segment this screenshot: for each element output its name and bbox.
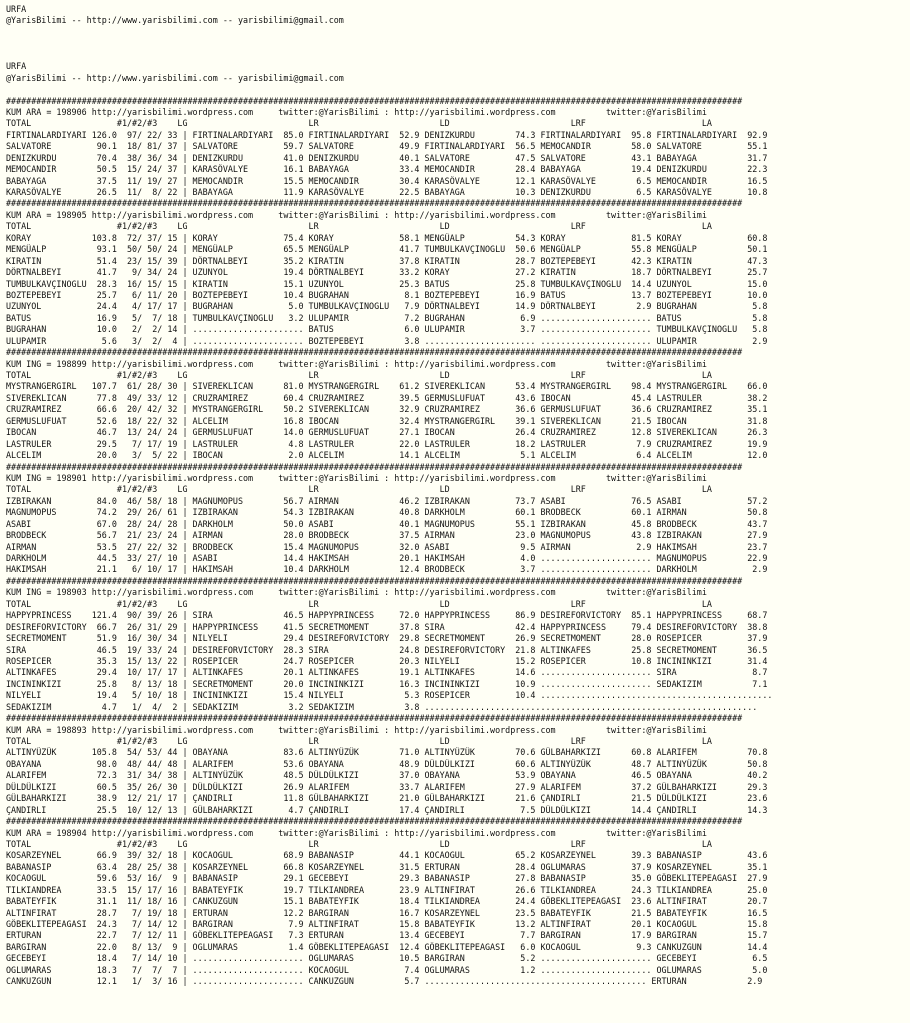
- document-line: TOTAL #1/#2/#3 LG LR LD LRF LA: [6, 370, 712, 380]
- document-line: KORAY 103.8 72/ 37/ 15 | KORAY 75.4 KORAY 58.1 MENGÜALP 54.3 KORAY 81.5 KORAY 60.8: [6, 232, 768, 243]
- document-line: INCININKIZI 25.8 8/ 13/ 18 | SECRETMOMENT 20.0 INCININKIZI 16.3 INCININKIZI 10.9 ...................... SEDAKIZIM 7.1: [6, 678, 768, 689]
- document-line: BRODBECK 56.7 21/ 23/ 24 | AIRMAN 28.0 BRODBECK 37.5 AIRMAN 23.0 MAGNUMOPUS 43.8 IZBIRAKAN 27.9: [6, 530, 768, 541]
- document-line: ERTURAN 22.7 7/ 12/ 11 | GÖBEKLITEPEAGASI 7.3 ERTURAN 13.4 GECEBEYI 7.7 BARGIRAN 17.9 BARGIRAN 15.7: [6, 930, 768, 941]
- document-line: ALTINYÜZÜK 105.8 54/ 53/ 44 | OBAYANA 83.6 ALTINYÜZÜK 71.0 ALTINYÜZÜK 70.6 GÜLBAHARKIZI 60.8 ALARIFEM 70.8: [6, 747, 768, 758]
- document-line: MENGÜALP 93.1 50/ 50/ 24 | MENGÜALP 65.5 MENGÜALP 41.7 TUMBULKAVÇINOGLU 50.6 MENGÜALP 55.8 MENGÜALP 50.1: [6, 244, 768, 255]
- document-line: HAPPYPRINCESS 121.4 90/ 39/ 26 | SIRA 46.5 HAPPYPRINCESS 72.0 HAPPYPRINCESS 86.9 DESIREFORVICTORY 85.1 HAPPYPRINCESS 68.7: [6, 610, 768, 621]
- document-line: ALTINFIRAT 28.7 7/ 19/ 18 | ERTURAN 12.2 BARGIRAN 16.7 KOSARZEYNEL 23.5 BABATEYFIK 21.5 BABATEYFIK 16.5: [6, 907, 768, 918]
- document-line: ##################################################################################################################################################: [6, 347, 743, 358]
- document-line: [6, 50, 910, 61]
- document-line: IBOCAN 46.7 13/ 24/ 24 | GERMUSLUFUAT 14.0 GERMUSLUFUAT 27.1 IBOCAN 26.4 CRUZRAMIREZ 12.8 SIVEREKLICAN 26.3: [6, 427, 768, 438]
- document-line: GÖBEKLITEPEAGASI 24.3 7/ 14/ 12 | BARGIRAN 7.9 ALTINFIRAT 15.8 BABATEYFIK 13.2 ALTINFIRAT 20.1 KOCAOGUL 15.8: [6, 919, 768, 929]
- document-line: TUMBULKAVÇINOGLU 28.3 16/ 15/ 15 | KIRATIN 15.1 UZUNYOL 25.3 BATUS 25.8 TUMBULKAVÇINOGLU 14.4 UZUNYOL 15.0: [6, 278, 768, 289]
- document-line: KIRATIN 51.4 23/ 15/ 39 | DÖRTNALBEYI 35.2 KIRATIN 37.8 KIRATIN 28.7 BOZTEPEBEYI 42.3 KIRATIN 47.3: [6, 255, 768, 266]
- document-line: ##################################################################################################################################################: [6, 816, 743, 827]
- document-line: DÜLDÜLKIZI 60.5 35/ 26/ 30 | DÜLDÜLKIZI 26.9 ALARIFEM 33.7 ALARIFEM 27.9 ALARIFEM 37.2 GÜLBAHARKIZI 29.3: [6, 781, 768, 792]
- document-line: TOTAL #1/#2/#3 LG LR LD LRF LA: [6, 484, 712, 495]
- document-line: KUM ING = 198903 http://yarisbilimi.wordpress.com twitter:@YarisBilimi : http://yarisbilimi.wordpress.com twitter:@YarisBilimi: [6, 587, 707, 598]
- document-line: MYSTRANGERGIRL 107.7 61/ 28/ 30 | SIVEREKLICAN 81.0 MYSTRANGERGIRL 61.2 SIVEREKLICAN 53.4 MYSTRANGERGIRL 98.4 MYSTRANGERGIRL 66.0: [6, 381, 768, 392]
- document-line: KUM ARA = 198905 http://yarisbilimi.wordpress.com twitter:@YarisBilimi : http://yarisbilimi.wordpress.com twitter:@YarisBilimi: [6, 209, 707, 220]
- document-line: KOCAOGUL 59.6 53/ 16/ 9 | BABANASIP 29.1 GECEBEYI 29.3 BABANASIP 27.8 BABANASIP 35.0 GÖBEKLITEPEAGASI 27.9: [6, 873, 768, 884]
- document-line: DARKHOLM 44.5 33/ 27/ 10 | ASABI 14.4 HAKIMSAH 20.1 HAKIMSAH 4.0 ...................... MAGNUMOPUS 22.9: [6, 553, 768, 563]
- document-line: @YarisBilimi -- http://www.yarisbilimi.com -- yarisbilimi@gmail.com: [6, 72, 344, 83]
- document-line: @YarisBilimi -- http://www.yarisbilimi.com -- yarisbilimi@gmail.com: [6, 15, 344, 26]
- document-line: TOTAL #1/#2/#3 LG LR LD LRF LA: [6, 598, 712, 609]
- document-line: TOTAL #1/#2/#3 LG LR LD LRF LA: [6, 118, 712, 129]
- document-line: URFA: [6, 4, 27, 14]
- document-line: OBAYANA 98.0 48/ 44/ 48 | ALARIFEM 53.6 OBAYANA 48.9 DÜLDÜLKIZI 60.6 ALTINYÜZÜK 48.7 ALTINYÜZÜK 50.8: [6, 758, 768, 769]
- document-line: HAKIMSAH 21.1 6/ 10/ 17 | HAKIMSAH 10.4 DARKHOLM 12.4 BRODBECK 3.7 ...................... DARKHOLM 2.9: [6, 564, 768, 575]
- document-line: BABATEYFIK 31.1 11/ 18/ 16 | CANKUZGUN 15.1 BABATEYFIK 18.4 TILKIANDREA 24.4 GÖBEKLITEPEAGASI 23.6 ALTINFIRAT 20.7: [6, 896, 768, 907]
- document-line: [6, 38, 910, 49]
- document-line: GECEBEYI 18.4 7/ 14/ 10 | ...................... OGLUMARAS 10.5 BARGIRAN 5.2 ...................... GECEBEYI 6.5: [6, 953, 768, 964]
- document-line: ALARIFEM 72.3 31/ 34/ 38 | ALTINYÜZÜK 48.5 DÜLDÜLKIZI 37.0 OBAYANA 53.9 OBAYANA 46.5 OBAYANA 40.2: [6, 770, 768, 781]
- document-line: BABAYAGA 37.5 11/ 19/ 27 | MEMOCANDIR 15.5 MEMOCANDIR 30.4 KARASÖVALYE 12.1 KARASÖVALYE 6.5 MEMOCANDIR 16.5: [6, 175, 768, 186]
- document-line: [6, 27, 910, 38]
- document-line: ULUPAMIR 5.6 3/ 2/ 4 | ...................... BOZTEPEBEYI 3.8 ...................... ...................... ULUPAMIR 2.9: [6, 335, 768, 346]
- document-line: DENIZKURDU 70.4 38/ 36/ 34 | DENIZKURDU 41.0 DENIZKURDU 40.1 SALVATORE 47.5 SALVATORE 43.1 BABAYAGA 31.7: [6, 152, 768, 163]
- document-line: TOTAL #1/#2/#3 LG LR LD LRF LA: [6, 838, 712, 849]
- document-line: AIRMAN 53.5 27/ 22/ 32 | BRODBECK 15.4 MAGNUMOPUS 32.0 ASABI 9.5 AIRMAN 2.9 HAKIMSAH 23.7: [6, 541, 768, 552]
- document-line: MAGNUMOPUS 74.2 29/ 26/ 61 | IZBIRAKAN 54.3 IZBIRAKAN 40.8 DARKHOLM 60.1 BRODBECK 60.1 AIRMAN 50.8: [6, 507, 768, 518]
- document-line: KUM ARA = 198906 http://yarisbilimi.wordpress.com twitter:@YarisBilimi : http://yarisbilimi.wordpress.com twitter:@YarisBilimi: [6, 106, 707, 117]
- document-line: ALCELIM 20.0 3/ 5/ 22 | IBOCAN 2.0 ALCELIM 14.1 ALCELIM 5.1 ALCELIM 6.4 ALCELIM 12.0: [6, 450, 768, 461]
- document-line: CANKUZGUN 12.1 1/ 3/ 16 | ...................... CANKUZGUN 5.7 ............................................ ERTURAN 2.9: [6, 976, 763, 987]
- document-line: GÜLBAHARKIZI 38.9 12/ 21/ 17 | ÇANDIRLI 11.8 GÜLBAHARKIZI 21.0 GÜLBAHARKIZI 21.6 ÇANDIRLI 21.5 DÜLDÜLKIZI 23.6: [6, 793, 768, 804]
- document-line: ##################################################################################################################################################: [6, 198, 743, 209]
- document-line: DESIREFORVICTORY 66.7 26/ 31/ 29 | HAPPYPRINCESS 41.5 SECRETMOMENT 37.8 SIRA 42.4 HAPPYPRINCESS 79.4 DESIREFORVICTORY 38.8: [6, 621, 768, 632]
- document-line: CRUZRAMIREZ 66.6 20/ 42/ 32 | MYSTRANGERGIRL 50.2 SIVEREKLICAN 32.9 CRUZRAMIREZ 36.6 GERMUSLUFUAT 36.6 CRUZRAMIREZ 35.1: [6, 404, 768, 415]
- document-line: ASABI 67.0 28/ 24/ 28 | DARKHOLM 50.0 ASABI 40.1 MAGNUMOPUS 55.1 IZBIRAKAN 45.8 BRODBECK 43.7: [6, 518, 768, 529]
- document-line: KOSARZEYNEL 66.9 39/ 32/ 18 | KOCAOGUL 68.9 BABANASIP 44.1 KOCAOGUL 65.2 KOSARZEYNEL 39.3 BABANASIP 43.6: [6, 850, 768, 861]
- document-line: SIVEREKLICAN 77.8 49/ 33/ 12 | CRUZRAMIREZ 60.4 CRUZRAMIREZ 39.5 GERMUSLUFUAT 43.6 IBOCAN 45.4 LASTRULER 38.2: [6, 392, 768, 403]
- document-line: URFA: [6, 61, 27, 72]
- document-line: KUM ARA = 198893 http://yarisbilimi.wordpress.com twitter:@YarisBilimi : http://yarisbilimi.wordpress.com twitter:@YarisBilimi: [6, 724, 707, 735]
- document-line: OGLUMARAS 18.3 7/ 7/ 7 | ...................... KOCAOGUL 7.4 OGLUMARAS 1.2 ...................... OGLUMARAS 5.0: [6, 964, 768, 975]
- document-line: ALTINKAFES 29.4 10/ 17/ 17 | ALTINKAFES 20.1 ALTINKAFES 19.1 ALTINKAFES 14.6 ...................... SIRA 8.7: [6, 667, 768, 678]
- document-line: SEDAKIZIM 4.7 1/ 4/ 2 | SEDAKIZIM 3.2 SEDAKIZIM 3.8 ..................................................................: [6, 701, 758, 712]
- document-line: MEMOCANDIR 50.5 15/ 24/ 37 | KARASÖVALYE 16.1 BABAYAGA 33.4 MEMOCANDIR 28.4 BABAYAGA 19.4 DENIZKURDU 22.3: [6, 164, 768, 175]
- document-line: FIRTINALARDIYARI 126.0 97/ 22/ 33 | FIRTINALARDIYARI 85.0 FIRTINALARDIYARI 52.9 DENIZKURDU 74.3 FIRTINALARDIYARI 95.8 FIRTINALARDIYARI 92.9: [6, 129, 768, 140]
- document-line: SALVATORE 90.1 18/ 81/ 37 | SALVATORE 59.7 SALVATORE 49.9 FIRTINALARDIYARI 56.5 MEMOCANDIR 58.0 SALVATORE 55.1: [6, 141, 768, 152]
- document-line: [6, 84, 910, 95]
- document-line: KUM ING = 198899 http://yarisbilimi.wordpress.com twitter:@YarisBilimi : http://yarisbilimi.wordpress.com twitter:@YarisBilimi: [6, 358, 707, 369]
- document-line: BUGRAHAN 10.0 2/ 2/ 14 | ...................... BATUS 6.0 ULUPAMIR 3.7 ...................... TUMBULKAVÇINOGLU 5.8: [6, 324, 768, 335]
- document-line: ##################################################################################################################################################: [6, 95, 743, 106]
- document-line: TOTAL #1/#2/#3 LG LR LD LRF LA: [6, 221, 712, 232]
- document-line: BABANASIP 63.4 28/ 25/ 38 | KOSARZEYNEL 66.8 KOSARZEYNEL 31.5 ERTURAN 28.4 OGLUMARAS 37.9 KOSARZEYNEL 35.1: [6, 861, 768, 872]
- document-line: KUM ARA = 198904 http://yarisbilimi.wordpress.com twitter:@YarisBilimi : http://yarisbilimi.wordpress.com twitter:@YarisBilimi: [6, 827, 707, 838]
- document-line: KUM ING = 198901 http://yarisbilimi.wordpress.com twitter:@YarisBilimi : http://yarisbilimi.wordpress.com twitter:@YarisBilimi: [6, 472, 707, 483]
- document-line: DÖRTNALBEYI 41.7 9/ 34/ 24 | UZUNYOL 19.4 DÖRTNALBEYI 33.2 KORAY 27.2 KIRATIN 18.7 DÖRTNALBEYI 25.7: [6, 267, 768, 278]
- document-line: ##################################################################################################################################################: [6, 713, 743, 724]
- document-line: BOZTEPEBEYI 25.7 6/ 11/ 20 | BOZTEPEBEYI 10.4 BUGRAHAN 8.1 BOZTEPEBEYI 16.9 BATUS 13.7 BOZTEPEBEYI 10.0: [6, 289, 768, 300]
- document-line: TOTAL #1/#2/#3 LG LR LD LRF LA: [6, 736, 712, 746]
- document-line: ##################################################################################################################################################: [6, 461, 743, 472]
- document-line: KARASÖVALYE 26.5 11/ 8/ 22 | BABAYAGA 11.9 KARASÖVALYE 22.5 BABAYAGA 10.3 DENIZKURDU 6.5 KARASÖVALYE 10.8: [6, 187, 768, 197]
- document-line: LASTRULER 29.5 7/ 17/ 19 | LASTRULER 4.8 LASTRULER 22.0 LASTRULER 18.2 LASTRULER 7.9 CRUZRAMIREZ 19.9: [6, 438, 768, 449]
- document-line: ROSEPICER 35.3 15/ 13/ 22 | ROSEPICER 24.7 ROSEPICER 20.3 NILYELI 15.2 ROSEPICER 10.8 INCININKIZI 31.4: [6, 655, 768, 666]
- document-line: UZUNYOL 24.4 4/ 17/ 17 | BUGRAHAN 5.0 TUMBULKAVÇINOGLU 7.9 DÖRTNALBEYI 14.9 DÖRTNALBEYI 2.9 BUGRAHAN 5.8: [6, 301, 768, 312]
- document-line: ##################################################################################################################################################: [6, 575, 743, 586]
- document-line: BATUS 16.9 5/ 7/ 18 | TUMBULKAVÇINOGLU 3.2 ULUPAMIR 7.2 BUGRAHAN 6.9 ...................... BATUS 5.8: [6, 312, 768, 323]
- document-line: IZBIRAKAN 84.0 46/ 58/ 18 | MAGNUMOPUS 56.7 AIRMAN 46.2 IZBIRAKAN 73.7 ASABI 76.5 ASABI 57.2: [6, 495, 768, 506]
- document-line: BARGIRAN 22.0 8/ 13/ 9 | OGLUMARAS 1.4 GÖBEKLITEPEAGASI 12.4 GÖBEKLITEPEAGASI 6.0 KOCAOGUL 9.3 CANKUZGUN 14.4: [6, 941, 768, 952]
- document-line: NILYELI 19.4 5/ 10/ 18 | INCININKIZI 15.4 NILYELI 5.3 ROSEPICER 10.4 ..............................................: [6, 690, 773, 701]
- document-line: GERMUSLUFUAT 52.6 18/ 22/ 32 | ALCELIM 16.8 IBOCAN 32.4 MYSTRANGERGIRL 39.1 SIVEREKLICAN 21.5 IBOCAN 31.8: [6, 415, 768, 426]
- document-line: SIRA 46.5 19/ 33/ 24 | DESIREFORVICTORY 28.3 SIRA 24.8 DESIREFORVICTORY 21.8 ALTINKAFES 25.8 SECRETMOMENT 36.5: [6, 644, 768, 655]
- document-line: TILKIANDREA 33.5 15/ 17/ 16 | BABATEYFIK 19.7 TILKIANDREA 23.9 ALTINFIRAT 26.6 TILKIANDREA 24.3 TILKIANDREA 25.0: [6, 884, 768, 895]
- document-line: SECRETMOMENT 51.9 16/ 30/ 34 | NILYELI 29.4 DESIREFORVICTORY 29.8 SECRETMOMENT 26.9 SECRETMOMENT 28.0 ROSEPICER 37.9: [6, 633, 768, 644]
- document-line: ÇANDIRLI 25.5 10/ 12/ 13 | GÜLBAHARKIZI 4.7 ÇANDIRLI 17.4 ÇANDIRLI 7.5 DÜLDÜLKIZI 14.4 ÇANDIRLI 14.3: [6, 804, 768, 815]
